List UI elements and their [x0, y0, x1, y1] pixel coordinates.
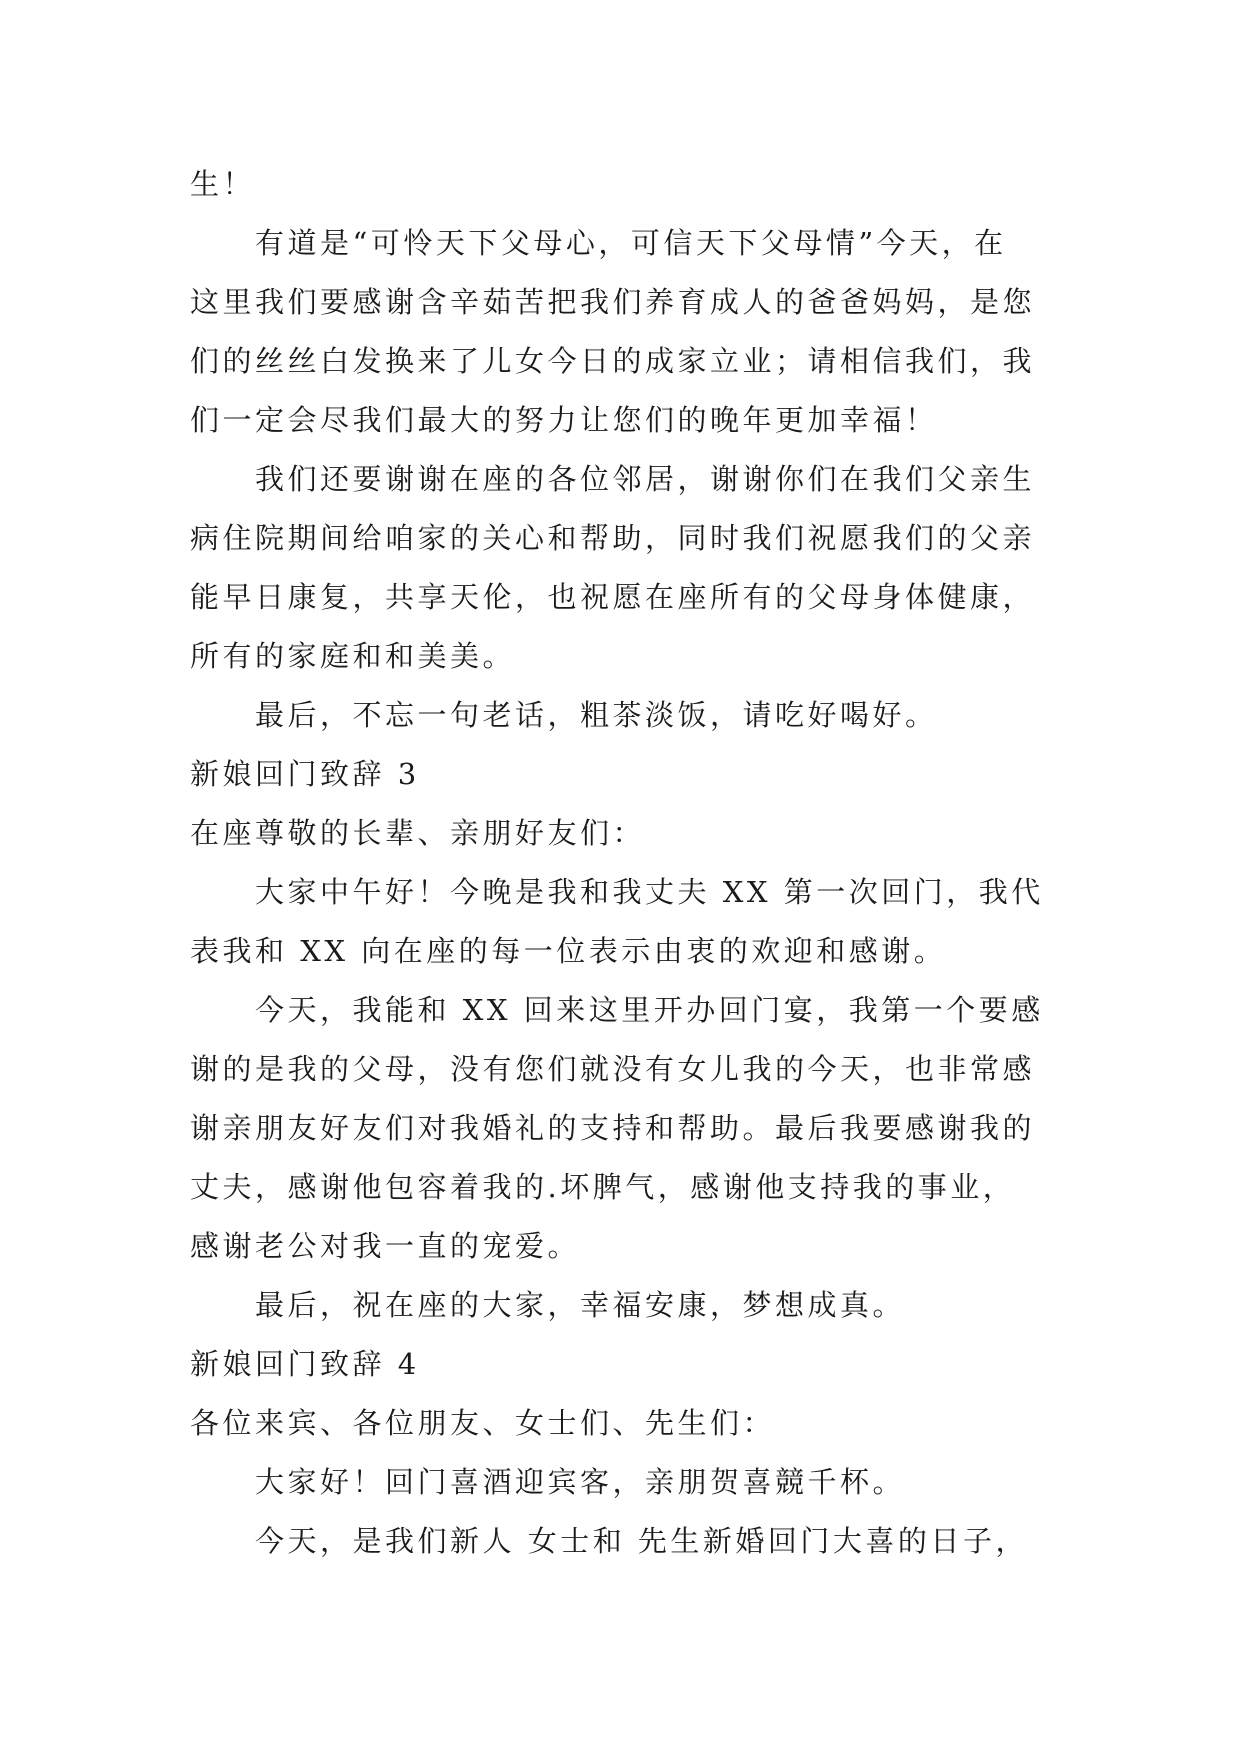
- paragraph-start: 今天，是我们新人 女士和 先生新婚回门大喜的日子，: [255, 1524, 1028, 1558]
- paragraph-start: 最后，祝在座的大家，幸福安康，梦想成真。: [255, 1288, 906, 1322]
- section-heading: 新娘回门致辞 4: [190, 1347, 420, 1381]
- salutation: 在座尊敬的长辈、亲朋好友们：: [190, 816, 646, 850]
- paragraph-start: 最后，不忘一句老话，粗茶淡饭，请吃好喝好。: [255, 698, 938, 732]
- paragraph-start: 大家好！回门喜酒迎宾客，亲朋贺喜競千杯。: [255, 1465, 906, 1499]
- text-line: 们的丝丝白发换来了儿女今日的成家立业；请相信我们，我: [190, 344, 1036, 378]
- paragraph-start: 有道是“可怜天下父母心，可信天下父母情”今天，在: [255, 226, 1007, 260]
- salutation: 各位来宾、各位朋友、女士们、先生们：: [190, 1406, 776, 1440]
- text-line: 感谢老公对我一直的宠爱。: [190, 1229, 581, 1263]
- text-line: 表我和 XX 向在座的每一位表示由衷的欢迎和感谢。: [190, 934, 947, 968]
- paragraph-start: 今天，我能和 XX 回来这里开办回门宴，我第一个要感: [255, 993, 1044, 1027]
- paragraph-start: 大家中午好！今晚是我和我丈夫 XX 第一次回门，我代: [255, 875, 1044, 909]
- text-line: 谢的是我的父母，没有您们就没有女儿我的今天，也非常感: [190, 1052, 1036, 1086]
- text-line: 这里我们要感谢含辛茹苦把我们养育成人的爸爸妈妈，是您: [190, 285, 1036, 319]
- text-line: 病住院期间给咱家的关心和帮助，同时我们祝愿我们的父亲: [190, 521, 1036, 555]
- text-line: 生！: [190, 167, 256, 201]
- text-line: 丈夫，感谢他包容着我的.坏脾气，感谢他支持我的事业，: [190, 1170, 1016, 1204]
- document-body: [190, 155, 1070, 1571]
- text-line: 所有的家庭和和美美。: [190, 639, 516, 673]
- paragraph-start: 我们还要谢谢在座的各位邻居，谢谢你们在我们父亲生: [255, 462, 1036, 496]
- text-line: 能早日康复，共享天伦，也祝愿在座所有的父母身体健康，: [190, 580, 1036, 614]
- section-heading: 新娘回门致辞 3: [190, 757, 420, 791]
- text-line: 谢亲朋友好友们对我婚礼的支持和帮助。最后我要感谢我的: [190, 1111, 1036, 1145]
- text-line: 们一定会尽我们最大的努力让您们的晚年更加幸福！: [190, 403, 938, 437]
